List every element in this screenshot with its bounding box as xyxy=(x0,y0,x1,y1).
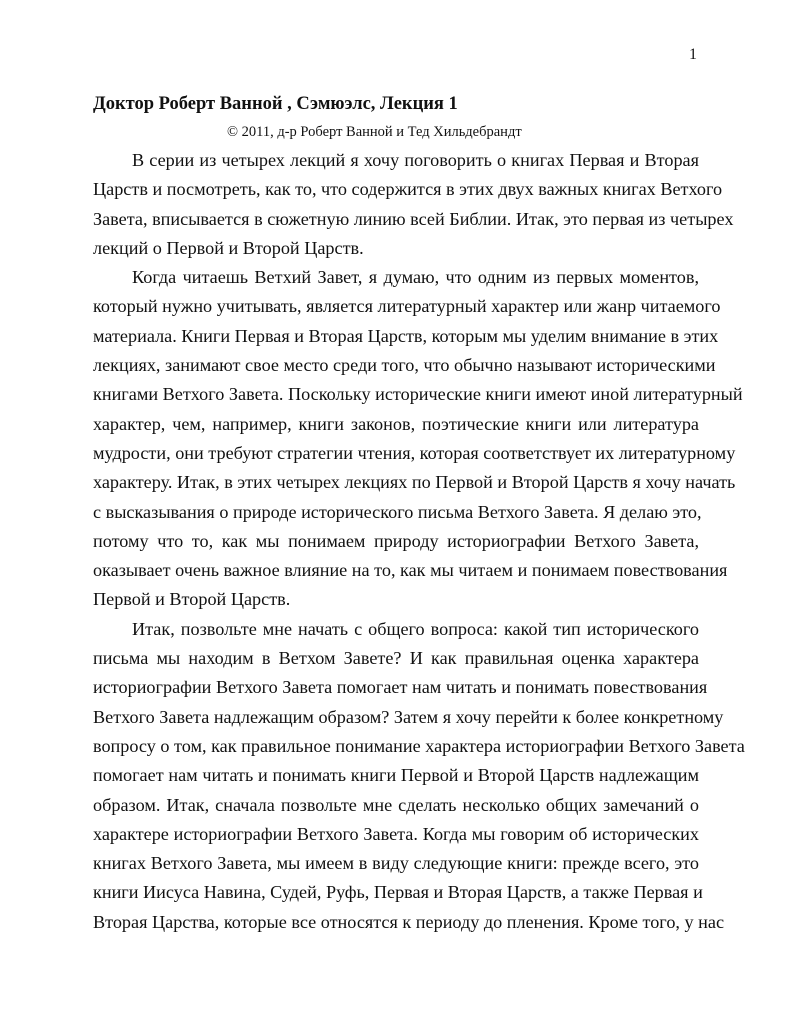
text-line: вопросу о том, как правильное понимание характера историографии Ветхого Завета xyxy=(93,735,745,756)
document-body xyxy=(93,146,745,937)
text-line: книгах Ветхого Завета, мы имеем в виду следующие книги: прежде всего, это xyxy=(93,853,699,874)
text-line: письма мы находим в Ветхом Завете? И как правильная оценка характера xyxy=(93,648,699,669)
text-line: книги Иисуса Навина, Судей, Руфь, Первая и Вторая Царств, а также Первая и xyxy=(93,882,703,903)
text-line: Завета, вписывается в сюжетную линию всей Библии. Итак, это первая из четырех xyxy=(93,208,734,229)
text-line: книгами Ветхого Завета. Поскольку исторические книги имеют иной литературный xyxy=(93,384,743,405)
text-line: мудрости, они требуют стратегии чтения, которая соответствует их литературному xyxy=(93,442,736,463)
paragraph xyxy=(93,263,743,615)
paragraph xyxy=(93,615,745,937)
text-line: характере историографии Ветхого Завета. Когда мы говорим об исторических xyxy=(93,823,699,844)
text-line: Царств и посмотреть, как то, что содержится в этих двух важных книгах Ветхого xyxy=(93,179,723,200)
document-title: Доктор Роберт Ванной , Сэмюэлс, Лекция 1 xyxy=(93,94,458,114)
text-line: лекций о Первой и Второй Царств. xyxy=(93,237,364,258)
text-line: образом. Итак, сначала позвольте мне сделать несколько общих замечаний о xyxy=(93,794,699,815)
copyright-line: © 2011, д-р Роберт Ванной и Тед Хильдебрандт xyxy=(227,124,522,140)
text-line: характер, чем, например, книги законов, поэтические книги или литература xyxy=(93,413,699,434)
page-number: 1 xyxy=(689,46,697,63)
text-line: Первой и Второй Царств. xyxy=(93,589,291,610)
text-line: характеру. Итак, в этих четырех лекциях по Первой и Второй Царств я хочу начать xyxy=(93,472,736,493)
text-line: В серии из четырех лекций я хочу поговорить о книгах Первая и Вторая xyxy=(132,150,699,170)
text-line: Ветхого Завета надлежащим образом? Затем я хочу перейти к более конкретному xyxy=(93,706,724,727)
text-line: потому что то, как мы понимаем природу историографии Ветхого Завета, xyxy=(93,530,699,551)
text-line: Когда читаешь Ветхий Завет, я думаю, что одним из первых моментов, xyxy=(132,267,699,288)
text-line: с высказывания о природе исторического письма Ветхого Завета. Я делаю это, xyxy=(93,501,702,522)
text-line: лекциях, занимают свое место среди того, что обычно называют историческими xyxy=(93,355,716,376)
text-line: оказывает очень важное влияние на то, как мы читаем и понимаем повествования xyxy=(93,560,728,581)
text-line: историографии Ветхого Завета помогает нам читать и понимать повествования xyxy=(93,677,708,698)
text-line: Вторая Царства, которые все относятся к периоду до пленения. Кроме того, у нас xyxy=(93,911,725,932)
text-line: Итак, позвольте мне начать с общего вопроса: какой тип исторического xyxy=(132,618,699,639)
paragraph xyxy=(93,146,734,263)
text-line: помогает нам читать и понимать книги Первой и Второй Царств надлежащим xyxy=(93,765,699,786)
text-line: который нужно учитывать, является литературный характер или жанр читаемого xyxy=(93,296,721,317)
text-line: материала. Книги Первая и Вторая Царств, которым мы уделим внимание в этих xyxy=(93,325,719,346)
